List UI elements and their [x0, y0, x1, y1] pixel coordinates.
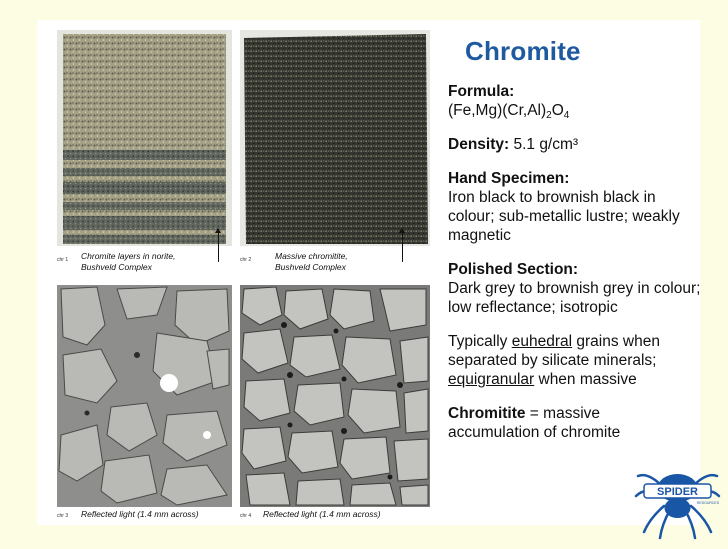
caption-4: Reflected light (1.4 mm across)	[263, 509, 381, 519]
chromitite-block	[448, 404, 648, 442]
formula-value	[448, 101, 718, 120]
logo-text: SPIDER	[657, 486, 698, 498]
caption-2	[275, 251, 348, 273]
texture-pre: Typically	[448, 333, 512, 350]
texture-block	[448, 332, 714, 389]
texture-post: when massive	[534, 371, 637, 388]
hand-specimen-text: Iron black to brownish black in colour; sub-metallic lustre; weakly magnetic	[448, 189, 680, 244]
hand-specimen-block	[448, 169, 718, 245]
image-tag-2: chr 2	[240, 257, 252, 263]
formula-label: Formula:	[448, 83, 515, 100]
euhedral-term: euhedral	[511, 333, 573, 350]
hand-specimen-massive-image	[240, 30, 430, 246]
spider-logo	[630, 466, 725, 544]
formula-block	[448, 82, 718, 120]
hand-specimen-label: Hand Specimen:	[448, 170, 570, 187]
slide-title: Chromite	[465, 36, 581, 66]
image-tag-4: chr 4	[240, 513, 252, 519]
image-tag-3: chr 3	[57, 513, 69, 519]
reflected-light-image-1	[57, 285, 232, 507]
texture-mid: grains when separated by silicate minerals;	[448, 333, 660, 369]
chromitite-label: Chromitite	[448, 405, 526, 422]
image-tag-1: chr 1	[57, 257, 69, 263]
spider-icon	[630, 466, 725, 544]
caption-1-line-1: Chromite layers in norite,	[81, 251, 176, 261]
logo-subtext: RESOURCES	[696, 501, 720, 505]
chromitite-text: = massive accumulation of chromite	[448, 405, 621, 441]
reflected-light-image-2	[240, 285, 430, 507]
arrow-up-icon	[402, 232, 403, 262]
caption-2-line-1: Massive chromitite,	[275, 251, 348, 261]
formula-sub-1: 2	[546, 110, 552, 121]
polished-section-text: Dark grey to brownish grey in colour; low reflectance; isotropic	[448, 280, 701, 316]
hand-specimen-layered-image	[57, 30, 232, 246]
density-value: 5.1 g/cm³	[509, 136, 579, 153]
caption-3: Reflected light (1.4 mm across)	[81, 509, 199, 519]
formula-main: (Fe,Mg)(Cr,Al)	[448, 102, 547, 119]
caption-1	[81, 251, 175, 273]
density-block	[448, 135, 718, 154]
polished-section-block	[448, 260, 718, 317]
formula-sub-2: 4	[563, 110, 570, 121]
arrow-up-icon	[218, 232, 219, 262]
equigranular-term: equigranular	[448, 371, 535, 388]
polished-section-label: Polished Section:	[448, 261, 579, 278]
formula-oxygen: O	[551, 102, 564, 119]
properties-column	[448, 82, 718, 457]
density-label: Density:	[448, 136, 510, 153]
caption-2-line-2: Bushveld Complex	[275, 262, 346, 272]
caption-1-line-2: Bushveld Complex	[81, 262, 152, 272]
